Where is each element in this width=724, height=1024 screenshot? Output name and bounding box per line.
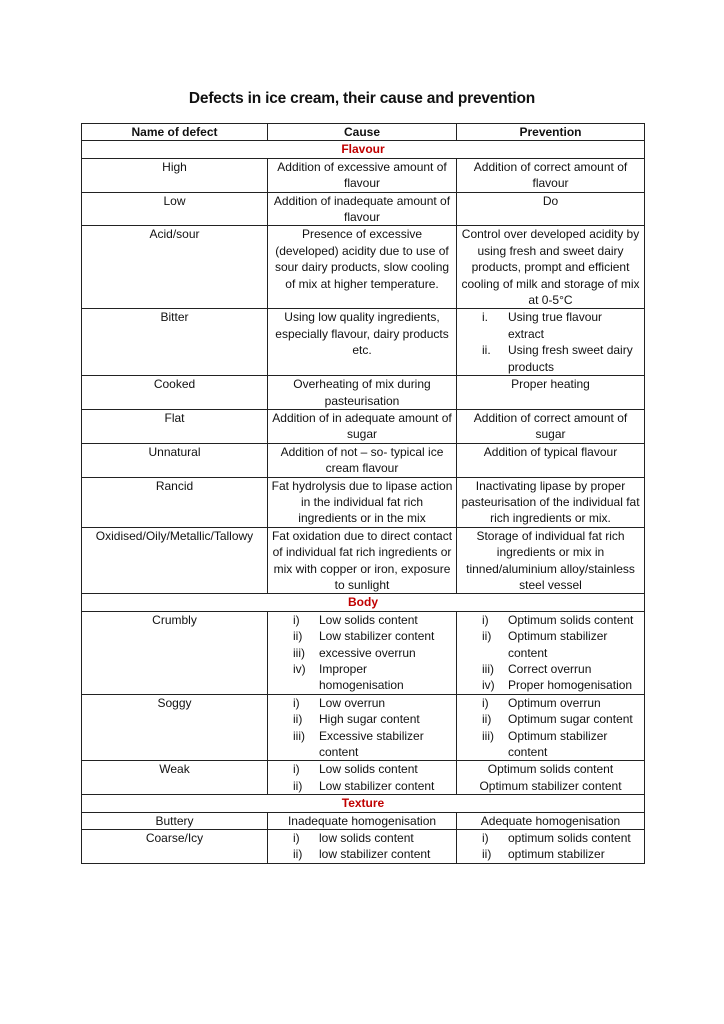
prevention-list xyxy=(460,830,641,863)
defect-prevention xyxy=(457,694,645,761)
list-number: i) xyxy=(293,762,300,777)
list-item xyxy=(271,695,453,711)
list-text: Low stabilizer content xyxy=(319,629,435,644)
prevention-line: Optimum solids content xyxy=(487,762,614,777)
section-label: Body xyxy=(82,594,645,611)
defect-prevention xyxy=(457,830,645,864)
defect-prevention: Do xyxy=(457,192,645,226)
list-item xyxy=(271,645,453,661)
list-number: i) xyxy=(293,695,300,710)
header-row xyxy=(82,124,645,141)
list-text: High sugar content xyxy=(319,712,420,727)
list-text: Optimum overrun xyxy=(508,695,601,710)
defect-cause: Fat oxidation due to direct contact of individual fat rich ingredients or mix with copper or iron, exposure to sunlight xyxy=(268,527,457,594)
list-text: Proper homogenisation xyxy=(508,678,633,693)
section-label: Texture xyxy=(82,795,645,812)
list-text: Optimum solids content xyxy=(508,612,634,627)
list-number: i) xyxy=(293,612,300,627)
list-number: iv) xyxy=(293,662,306,676)
defect-cause: Using low quality ingredients, especially flavour, dairy products etc. xyxy=(268,309,457,376)
cause-list xyxy=(271,761,453,794)
defect-cause xyxy=(268,830,457,864)
defect-prevention xyxy=(457,309,645,376)
list-item xyxy=(460,612,641,628)
list-text: Low solids content xyxy=(319,762,418,777)
defect-prevention xyxy=(457,761,645,795)
defect-prevention: Control over developed acidity by using fresh and sweet dairy products, prompt and efficient cooling of milk and storage of mix at 0-5°C xyxy=(457,226,645,309)
defect-cause xyxy=(268,611,457,694)
list-number: ii) xyxy=(293,712,303,727)
defect-name: High xyxy=(82,158,268,192)
list-text: Optimum stabilizer content xyxy=(508,629,608,660)
list-item xyxy=(271,711,453,727)
list-text: Using fresh sweet dairy products xyxy=(508,343,633,374)
defect-cause: Addition of in adequate amount of sugar xyxy=(268,409,457,443)
list-item xyxy=(460,628,641,661)
defect-cause xyxy=(268,761,457,795)
table-row xyxy=(82,158,645,192)
list-number: ii) xyxy=(482,629,492,644)
list-number: ii) xyxy=(482,847,492,862)
list-item xyxy=(460,695,641,711)
list-text: Using true flavour extract xyxy=(508,310,603,341)
list-text: Optimum stabilizer content xyxy=(508,728,608,760)
list-item xyxy=(460,342,641,375)
defect-name: Crumbly xyxy=(82,611,268,694)
defect-cause: Inadequate homogenisation xyxy=(268,812,457,829)
table-row xyxy=(82,409,645,443)
list-number: ii) xyxy=(293,778,303,793)
list-item xyxy=(271,830,453,846)
list-item xyxy=(460,830,641,846)
list-text: Optimum sugar content xyxy=(508,712,633,727)
table-row xyxy=(82,226,645,309)
defect-cause: Fat hydrolysis due to lipase action in the individual fat rich ingredients or in the mix xyxy=(268,477,457,527)
section-label: Flavour xyxy=(82,141,645,158)
list-text: Improper homogenisation xyxy=(319,662,404,693)
defect-name: Cooked xyxy=(82,376,268,410)
header-cause: Cause xyxy=(268,124,457,141)
list-item xyxy=(460,846,641,862)
defect-cause: Addition of not – so- typical ice cream flavour xyxy=(268,443,457,477)
cause-list xyxy=(271,830,453,863)
list-number: iii) xyxy=(482,728,494,743)
list-text: Low overrun xyxy=(319,695,386,710)
defect-name: Weak xyxy=(82,761,268,795)
list-number: ii) xyxy=(482,712,492,727)
defect-name: Rancid xyxy=(82,477,268,527)
list-number: iii) xyxy=(293,728,305,743)
defect-prevention: Adequate homogenisation xyxy=(457,812,645,829)
defect-cause: Addition of inadequate amount of flavour xyxy=(268,192,457,226)
list-item xyxy=(271,728,453,761)
defect-name: Flat xyxy=(82,409,268,443)
header-prevention: Prevention xyxy=(457,124,645,141)
list-text: low stabilizer content xyxy=(319,847,431,862)
list-item xyxy=(460,309,641,342)
list-text: optimum stabilizer xyxy=(508,847,605,862)
document-title: Defects in ice cream, their cause and prevention xyxy=(188,90,536,107)
list-text: Correct overrun xyxy=(508,662,592,676)
list-item xyxy=(271,612,453,628)
section-row-flavour xyxy=(82,141,645,158)
table-row xyxy=(82,192,645,226)
table-row xyxy=(82,527,645,594)
defect-name: Unnatural xyxy=(82,443,268,477)
list-number: iv) xyxy=(482,678,495,693)
defect-prevention xyxy=(457,611,645,694)
list-item xyxy=(460,728,641,761)
defect-name: Oxidised/Oily/Metallic/Tallowy xyxy=(82,527,268,594)
table-row xyxy=(82,812,645,829)
section-row-texture xyxy=(82,795,645,812)
list-number: ii) xyxy=(293,847,303,862)
list-item xyxy=(460,661,641,677)
table-row xyxy=(82,830,645,864)
table-row xyxy=(82,477,645,527)
list-number: ii) xyxy=(293,629,303,644)
defect-name: Low xyxy=(82,192,268,226)
defects-table xyxy=(81,123,645,864)
list-text: Low solids content xyxy=(319,612,418,627)
table-row xyxy=(82,694,645,761)
cause-list xyxy=(271,695,453,761)
defect-name: Bitter xyxy=(82,309,268,376)
defect-prevention: Addition of typical flavour xyxy=(457,443,645,477)
defect-cause: Overheating of mix during pasteurisation xyxy=(268,376,457,410)
defect-cause: Presence of excessive (developed) acidity due to use of sour dairy products, slow cooling of mix at higher temperature. xyxy=(268,226,457,309)
defect-name: Buttery xyxy=(82,812,268,829)
table-row xyxy=(82,443,645,477)
defect-name: Coarse/Icy xyxy=(82,830,268,864)
list-item xyxy=(271,846,453,862)
defect-name: Acid/sour xyxy=(82,226,268,309)
table-row xyxy=(82,611,645,694)
prevention-line: Optimum stabilizer content xyxy=(479,778,622,793)
list-item xyxy=(271,661,453,694)
defect-prevention: Inactivating lipase by proper pasteurisation of the individual fat rich ingredients or mix. xyxy=(457,477,645,527)
prevention-list xyxy=(460,309,641,375)
list-text: excessive overrun xyxy=(319,645,416,660)
defect-cause xyxy=(268,694,457,761)
cause-list xyxy=(271,612,453,694)
list-text: Low stabilizer content xyxy=(319,778,435,793)
table-row xyxy=(82,761,645,795)
list-number: iii) xyxy=(293,645,305,660)
list-text: Excessive stabilizer content xyxy=(319,728,424,760)
list-number: ii. xyxy=(482,343,491,358)
prevention-list xyxy=(460,612,641,694)
defect-cause: Addition of excessive amount of flavour xyxy=(268,158,457,192)
defect-prevention: Proper heating xyxy=(457,376,645,410)
list-text: optimum solids content xyxy=(508,831,631,846)
table-row xyxy=(82,376,645,410)
list-item xyxy=(460,677,641,693)
list-item xyxy=(271,628,453,644)
prevention-list xyxy=(460,695,641,761)
defect-prevention: Addition of correct amount of sugar xyxy=(457,409,645,443)
list-item xyxy=(271,761,453,777)
list-number: iii) xyxy=(482,662,494,676)
defect-prevention: Storage of individual fat rich ingredients or mix in tinned/aluminium alloy/stainless steel vessel xyxy=(457,527,645,594)
defect-prevention: Addition of correct amount of flavour xyxy=(457,158,645,192)
list-number: i. xyxy=(482,310,488,325)
table-row xyxy=(82,309,645,376)
defect-name: Soggy xyxy=(82,694,268,761)
header-name-of-defect: Name of defect xyxy=(82,124,268,141)
list-text: low solids content xyxy=(319,831,414,846)
section-row-body xyxy=(82,594,645,611)
list-number: i) xyxy=(482,695,489,710)
list-item xyxy=(460,711,641,727)
list-number: i) xyxy=(482,612,489,627)
list-number: i) xyxy=(482,831,489,846)
list-number: i) xyxy=(293,831,300,846)
list-item xyxy=(271,778,453,794)
